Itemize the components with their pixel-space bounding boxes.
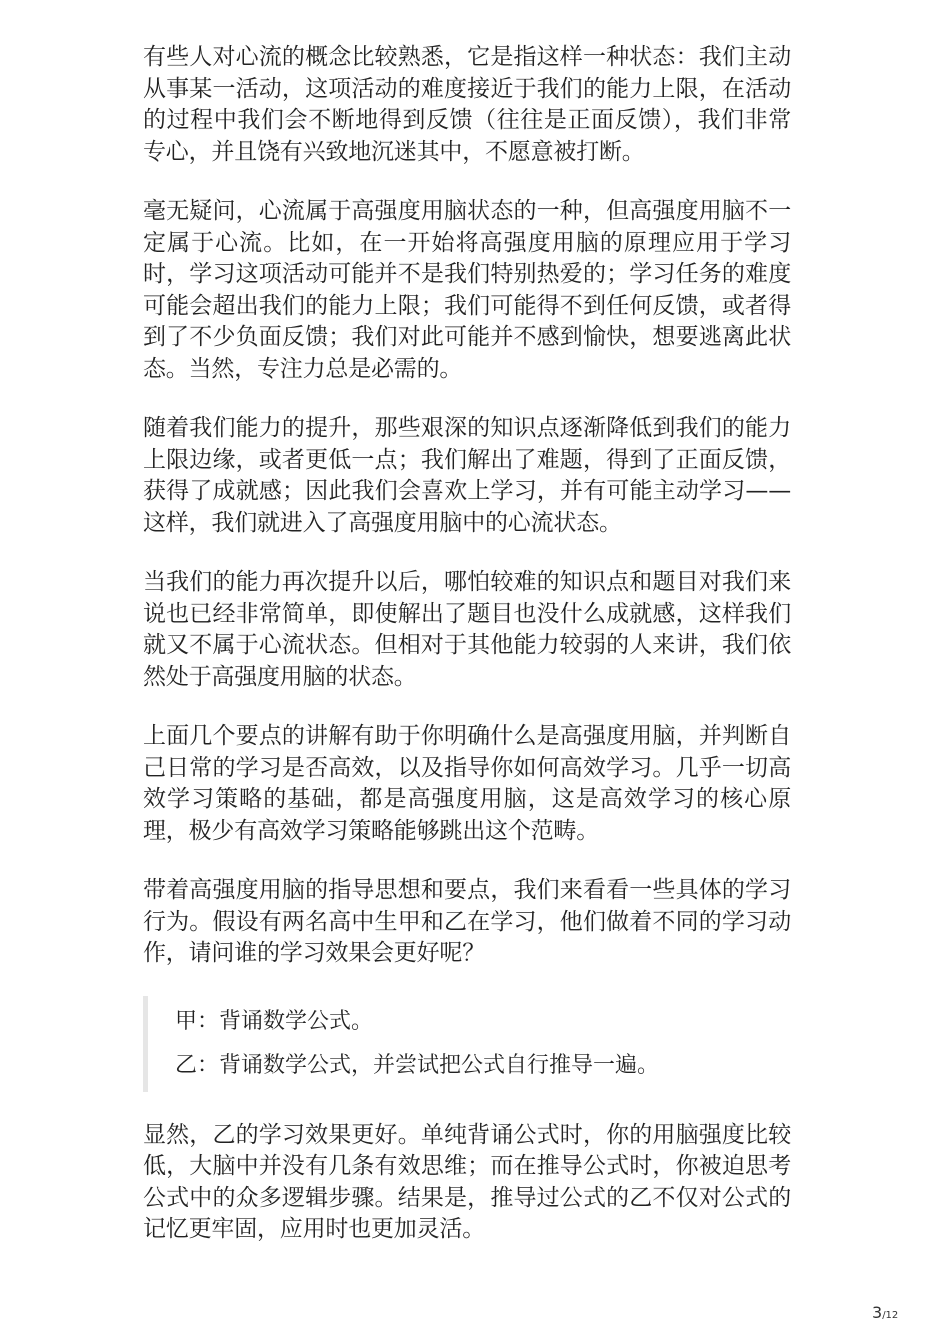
page-number [872,1303,898,1322]
paragraph-flow-vs-intense-thinking: 毫无疑问，心流属于高强度用脑状态的一种，但高强度用脑不一定属于心流。比如，在一开始将高强度用脑的原理应用于学习时，学习这项活动可能并不是我们特别热爱的；学习任务的难度可能会超出我们的能力上限；我们可能得不到任何反馈，或者得到了不少负面反馈；我们对此可能并不感到愉快，想要逃离此状态。当然，专注力总是必需的。 [143,198,791,382]
paragraph-core-principle: 上面几个要点的讲解有助于你明确什么是高强度用脑，并判断自己日常的学习是否高效，以及指导你如何高效学习。几乎一切高效学习策略的基础，都是高强度用脑，这是高效学习的核心原理，极少有高效学习策略能够跳出这个范畴。 [143,723,791,844]
paragraph-flow-definition: 有些人对心流的概念比较熟悉，它是指这样一种状态：我们主动从事某一活动，这项活动的难度接近于我们的能力上限，在活动的过程中我们会不断地得到反馈（往往是正面反馈），我们非常专心，并且饶有兴致地沉迷其中，不愿意被打断。 [143,44,791,165]
paragraph-example-intro: 带着高强度用脑的指导思想和要点，我们来看看一些具体的学习行为。假设有两名高中生甲和乙在学习，他们做着不同的学习动作，请问谁的学习效果会更好呢？ [143,877,791,966]
paragraph-beyond-flow: 当我们的能力再次提升以后，哪怕较难的知识点和题目对我们来说也已经非常简单，即使解出了题目也没什么成就感，这样我们就又不属于心流状态。但相对于其他能力较弱的人来讲，我们依然处于高强度用脑的状态。 [143,569,791,690]
quote-line-yi: 乙：背诵数学公式，并尝试把公式自行推导一遍。 [175,1052,660,1078]
example-blockquote [143,996,791,1092]
quote-line-jia: 甲：背诵数学公式。 [175,1008,374,1034]
page-number-total: /12 [882,1310,899,1321]
paragraph-ability-growth: 随着我们能力的提升，那些艰深的知识点逐渐降低到我们的能力上限边缘，或者更低一点；我们解出了难题，得到了正面反馈，获得了成就感；因此我们会喜欢上学习，并有可能主动学习——这样，我们就进入了高强度用脑中的心流状态。 [143,415,791,536]
document-body [143,42,791,1246]
page-number-current: 3 [872,1303,883,1322]
paragraph-conclusion: 显然，乙的学习效果更好。单纯背诵公式时，你的用脑强度比较低，大脑中并没有几条有效思维；而在推导公式时，你被迫思考公式中的众多逻辑步骤。结果是，推导过公式的乙不仅对公式的记忆更牢固，应用时也更加灵活。 [143,1121,791,1242]
